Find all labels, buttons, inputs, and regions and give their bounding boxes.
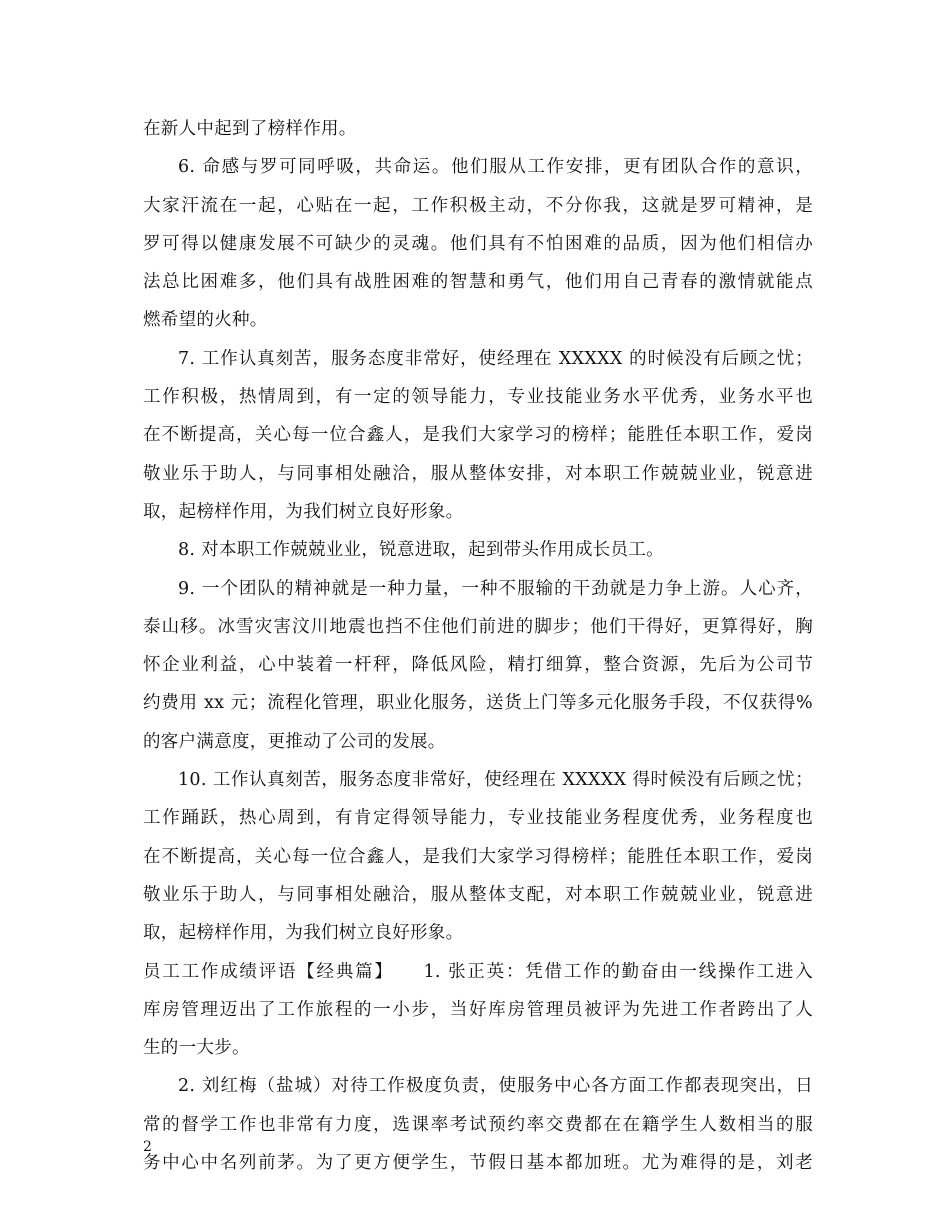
text-line: 库房管理迈出了工作旅程的一小步，当好库房管理员被评为先进工作者跨出了人 xyxy=(143,999,813,1020)
document-body xyxy=(143,110,813,1182)
text-line: 员工工作成绩评语【经典篇】 1. 张正英：凭借工作的勤奋由一线操作工进入 xyxy=(143,961,813,982)
text-line: 2. 刘红梅（盐城）对待工作极度负责，使服务中心各方面工作都表现突出，日 xyxy=(178,1076,813,1097)
text-line: 大家汗流在一起，心贴在一起，工作积极主动，不分你我，这就是罗可精神，是 xyxy=(143,195,813,216)
text-line: 的客户满意度，更推动了公司的发展。 xyxy=(143,731,446,752)
text-line: 泰山移。冰雪灾害汶川地震也挡不住他们前进的脚步；他们干得好，更算得好，胸 xyxy=(143,616,813,637)
text-line: 生的一大步。 xyxy=(143,1038,250,1059)
text-line: 在不断提高，关心每一位合鑫人，是我们大家学习的榜样；能胜任本职工作，爱岗 xyxy=(143,425,813,446)
text-line: 法总比困难多，他们具有战胜困难的智慧和勇气，他们用自己青春的激情就能点 xyxy=(143,272,813,293)
page-number: 2 xyxy=(143,1139,152,1155)
text-line: 在新人中起到了榜样作用。 xyxy=(143,119,357,139)
text-line: 在不断提高，关心每一位合鑫人，是我们大家学习得榜样；能胜任本职工作，爱岗 xyxy=(143,846,813,867)
text-line: 罗可得以健康发展不可缺少的灵魂。他们具有不怕困难的品质，因为他们相信办 xyxy=(143,233,813,254)
text-line: 8. 对本职工作兢兢业业，锐意进取，起到带头作用成长员工。 xyxy=(178,540,664,561)
text-line: 常的督学工作也非常有力度，选课率考试预约率交费都在在籍学生人数相当的服 xyxy=(143,1114,813,1135)
text-line: 取，起榜样作用，为我们树立良好形象。 xyxy=(143,923,464,944)
text-line: 9. 一个团队的精神就是一种力量，一种不服输的干劲就是力争上游。人心齐， xyxy=(178,578,813,599)
text-line: 约费用 xx 元；流程化管理，职业化服务，送货上门等多元化服务手段，不仅获得% xyxy=(143,693,813,714)
text-line: 7. 工作认真刻苦，服务态度非常好，使经理在 XXXXX 的时候没有后顾之忧； xyxy=(178,348,813,369)
text-line: 6. 命感与罗可同呼吸，共命运。他们服从工作安排，更有团队合作的意识， xyxy=(178,157,813,178)
text-line: 取，起榜样作用，为我们树立良好形象。 xyxy=(143,501,464,522)
text-line: 怀企业利益，心中装着一杆秤，降低风险，精打细算，整合资源，先后为公司节 xyxy=(143,655,813,676)
text-line: 工作积极，热情周到，有一定的领导能力，专业技能业务水平优秀，业务水平也 xyxy=(143,387,813,408)
text-line: 敬业乐于助人，与同事相处融洽，服从整体支配，对本职工作兢兢业业，锐意进 xyxy=(143,884,813,905)
text-line: 敬业乐于助人，与同事相处融洽，服从整体安排，对本职工作兢兢业业，锐意进 xyxy=(143,463,813,484)
text-line: 务中心中名列前茅。为了更方便学生，节假日基本都加班。尤为难得的是，刘老 xyxy=(143,1153,813,1174)
text-line: 10. 工作认真刻苦，服务态度非常好，使经理在 XXXXX 得时候没有后顾之忧； xyxy=(178,770,813,791)
text-line: 工作踊跃，热心周到，有肯定得领导能力，专业技能业务程度优秀，业务程度也 xyxy=(143,808,813,829)
text-line: 燃希望的火种。 xyxy=(143,310,268,331)
